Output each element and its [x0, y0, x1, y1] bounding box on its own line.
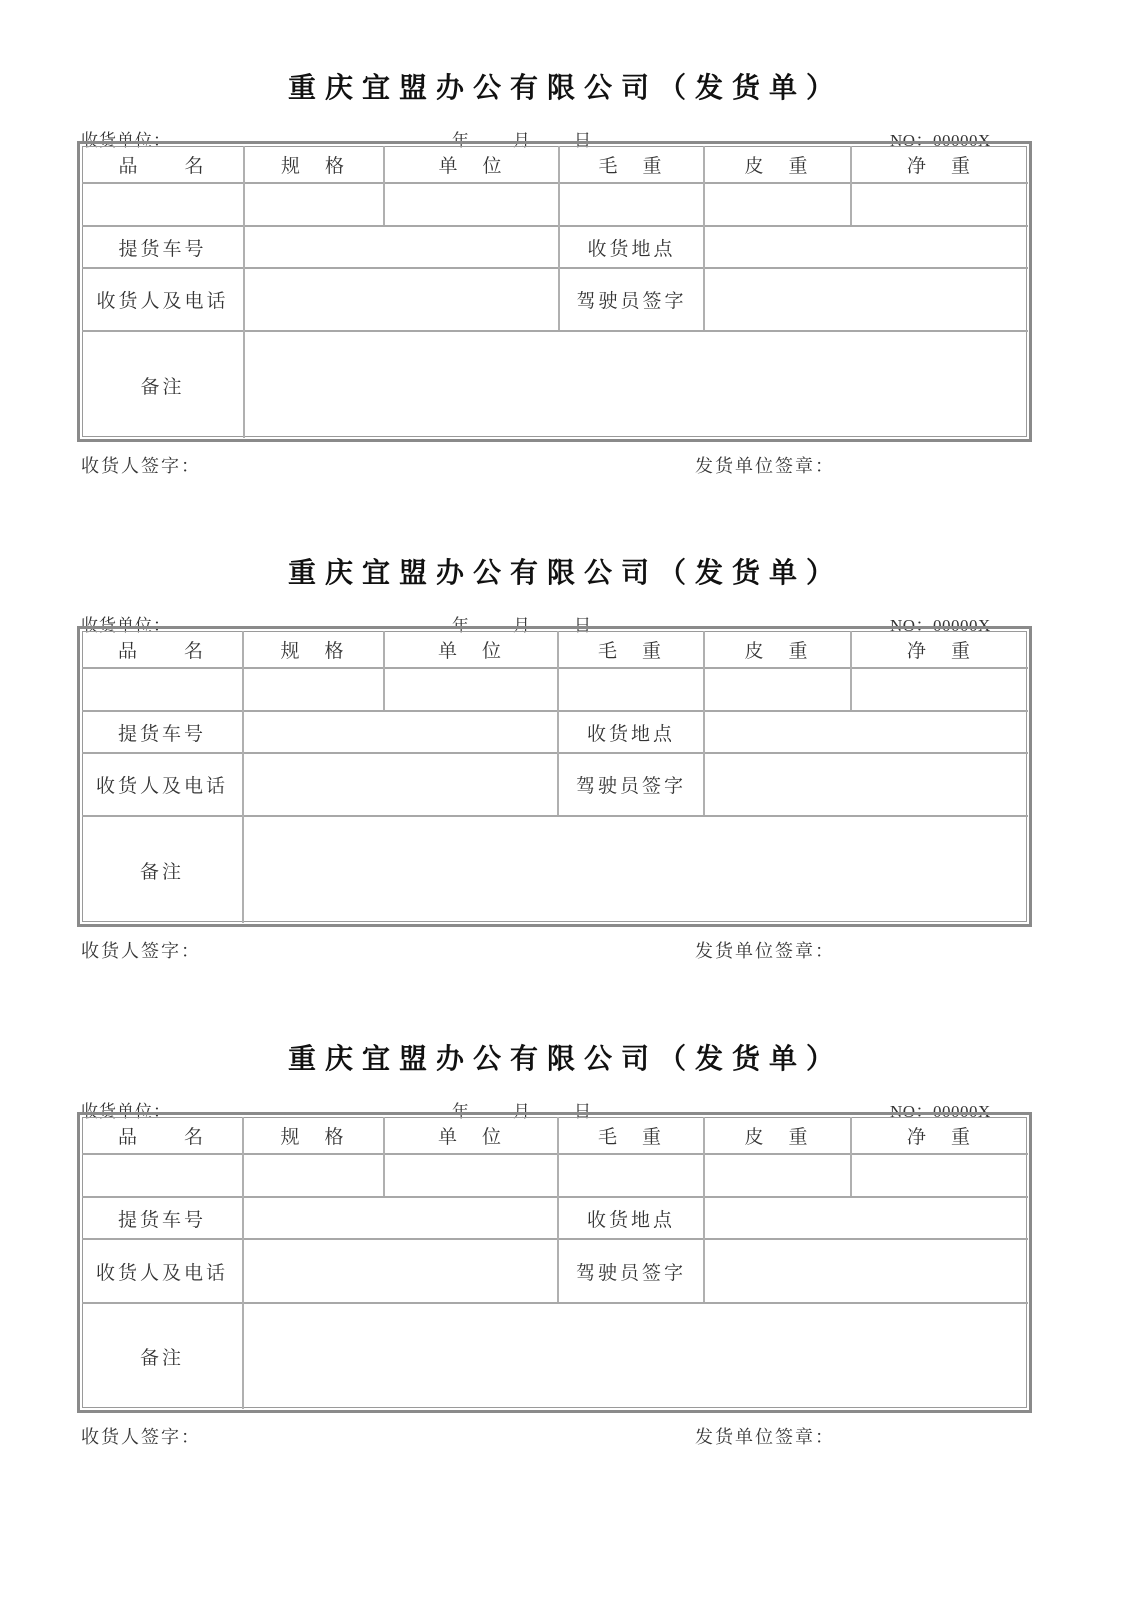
driver-signature-label: 驾驶员签字: [575, 1261, 686, 1284]
pickup-vehicle-field[interactable]: [245, 227, 558, 267]
header-net-weight: 净 重: [906, 1125, 973, 1148]
delivery-location-label: 收货地点: [586, 1208, 675, 1231]
cell-net-weight[interactable]: [852, 669, 1028, 710]
cell-gross-weight[interactable]: [560, 184, 703, 225]
cell-unit[interactable]: [385, 669, 557, 710]
consignee-signature-label: 收货人签字：: [81, 941, 201, 962]
driver-signature-field[interactable]: [705, 1240, 1028, 1302]
consignee-signature-label: 收货人签字：: [81, 456, 201, 477]
pickup-vehicle-label: 提货车号: [118, 237, 207, 260]
date-day: 日: [574, 1102, 591, 1122]
cell-gross-weight[interactable]: [559, 669, 703, 710]
form-title: 重庆宜盟办公有限公司（发货单）: [287, 1042, 843, 1075]
form-number: NO：00000X: [890, 1102, 991, 1121]
driver-signature-label: 驾驶员签字: [576, 290, 687, 312]
date-day: 日: [574, 616, 591, 636]
delivery-location-label: 收货地点: [586, 722, 675, 745]
delivery-location-field[interactable]: [705, 227, 1028, 267]
cell-spec[interactable]: [244, 1155, 383, 1196]
cell-unit[interactable]: [385, 184, 558, 225]
driver-signature-label: 驾驶员签字: [575, 775, 686, 797]
pickup-vehicle-label: 提货车号: [117, 1208, 206, 1231]
cell-product-name[interactable]: [82, 669, 242, 710]
delivery-form-3: [0, 1037, 1131, 1497]
remarks-field[interactable]: [244, 1304, 1028, 1409]
shipper-seal-label: 发货单位签章：: [695, 1427, 835, 1448]
date-month: 月: [513, 616, 530, 636]
date-year: 年: [452, 131, 469, 151]
remarks-label: 备注: [139, 860, 184, 883]
delivery-location-field[interactable]: [705, 712, 1028, 752]
driver-signature-field[interactable]: [705, 754, 1028, 815]
cell-product-name[interactable]: [82, 1155, 242, 1196]
date-year: 年: [452, 616, 469, 636]
header-tare-weight: 皮 重: [744, 154, 811, 177]
header-unit: 单 位: [437, 639, 504, 662]
form-title: 重庆宜盟办公有限公司（发货单）: [287, 556, 843, 589]
cell-tare-weight[interactable]: [705, 669, 850, 710]
cell-unit[interactable]: [385, 1155, 557, 1196]
header-gross-weight: 毛 重: [597, 1125, 664, 1148]
remarks-label: 备注: [139, 1347, 184, 1369]
header-spec: 规 格: [280, 1125, 347, 1148]
header-gross-weight: 毛 重: [598, 154, 665, 177]
form-title: 重庆宜盟办公有限公司（发货单）: [287, 71, 843, 104]
consignee-phone-field[interactable]: [245, 269, 558, 330]
consignee-phone-field[interactable]: [244, 1240, 557, 1302]
consignee-signature-label: 收货人签字：: [81, 1427, 201, 1448]
header-product-name: 品 名: [118, 154, 207, 177]
header-unit: 单 位: [437, 1125, 504, 1148]
header-net-weight: 净 重: [906, 154, 973, 177]
cell-net-weight[interactable]: [852, 1155, 1028, 1196]
header-gross-weight: 毛 重: [597, 639, 664, 662]
header-product-name: 品 名: [117, 639, 206, 662]
header-unit: 单 位: [438, 154, 505, 177]
header-net-weight: 净 重: [906, 639, 973, 662]
cell-gross-weight[interactable]: [559, 1155, 703, 1196]
cell-product-name[interactable]: [82, 184, 243, 225]
receiver-unit-label: 收货单位：: [81, 616, 171, 636]
pickup-vehicle-label: 提货车号: [117, 722, 206, 745]
receiver-unit-label: 收货单位：: [81, 1102, 171, 1122]
header-product-name: 品 名: [117, 1125, 206, 1148]
header-spec: 规 格: [280, 639, 347, 662]
pickup-vehicle-field[interactable]: [244, 1198, 557, 1238]
delivery-form-1: [0, 66, 1131, 526]
form-number: NO：00000X: [890, 131, 991, 150]
date-month: 月: [513, 131, 530, 151]
remarks-field[interactable]: [245, 332, 1028, 438]
pickup-vehicle-field[interactable]: [244, 712, 557, 752]
consignee-phone-field[interactable]: [244, 754, 557, 815]
date-year: 年: [452, 1102, 469, 1122]
shipper-seal-label: 发货单位签章：: [695, 456, 835, 477]
consignee-phone-label: 收货人及电话: [96, 290, 229, 312]
date-month: 月: [513, 1102, 530, 1122]
consignee-phone-label: 收货人及电话: [95, 775, 228, 797]
driver-signature-field[interactable]: [705, 269, 1028, 330]
remarks-label: 备注: [140, 375, 185, 398]
header-tare-weight: 皮 重: [744, 639, 811, 662]
date-day: 日: [574, 131, 591, 151]
remarks-field[interactable]: [244, 817, 1028, 923]
cell-spec[interactable]: [245, 184, 383, 225]
cell-tare-weight[interactable]: [705, 1155, 850, 1196]
delivery-form-2: [0, 551, 1131, 1011]
receiver-unit-label: 收货单位：: [81, 131, 171, 151]
shipper-seal-label: 发货单位签章：: [695, 941, 835, 962]
form-number: NO：00000X: [890, 616, 991, 635]
cell-tare-weight[interactable]: [705, 184, 850, 225]
delivery-location-label: 收货地点: [587, 237, 676, 260]
cell-spec[interactable]: [244, 669, 383, 710]
delivery-location-field[interactable]: [705, 1198, 1028, 1238]
header-spec: 规 格: [280, 154, 347, 177]
cell-net-weight[interactable]: [852, 184, 1028, 225]
header-tare-weight: 皮 重: [744, 1125, 811, 1148]
consignee-phone-label: 收货人及电话: [95, 1261, 228, 1284]
